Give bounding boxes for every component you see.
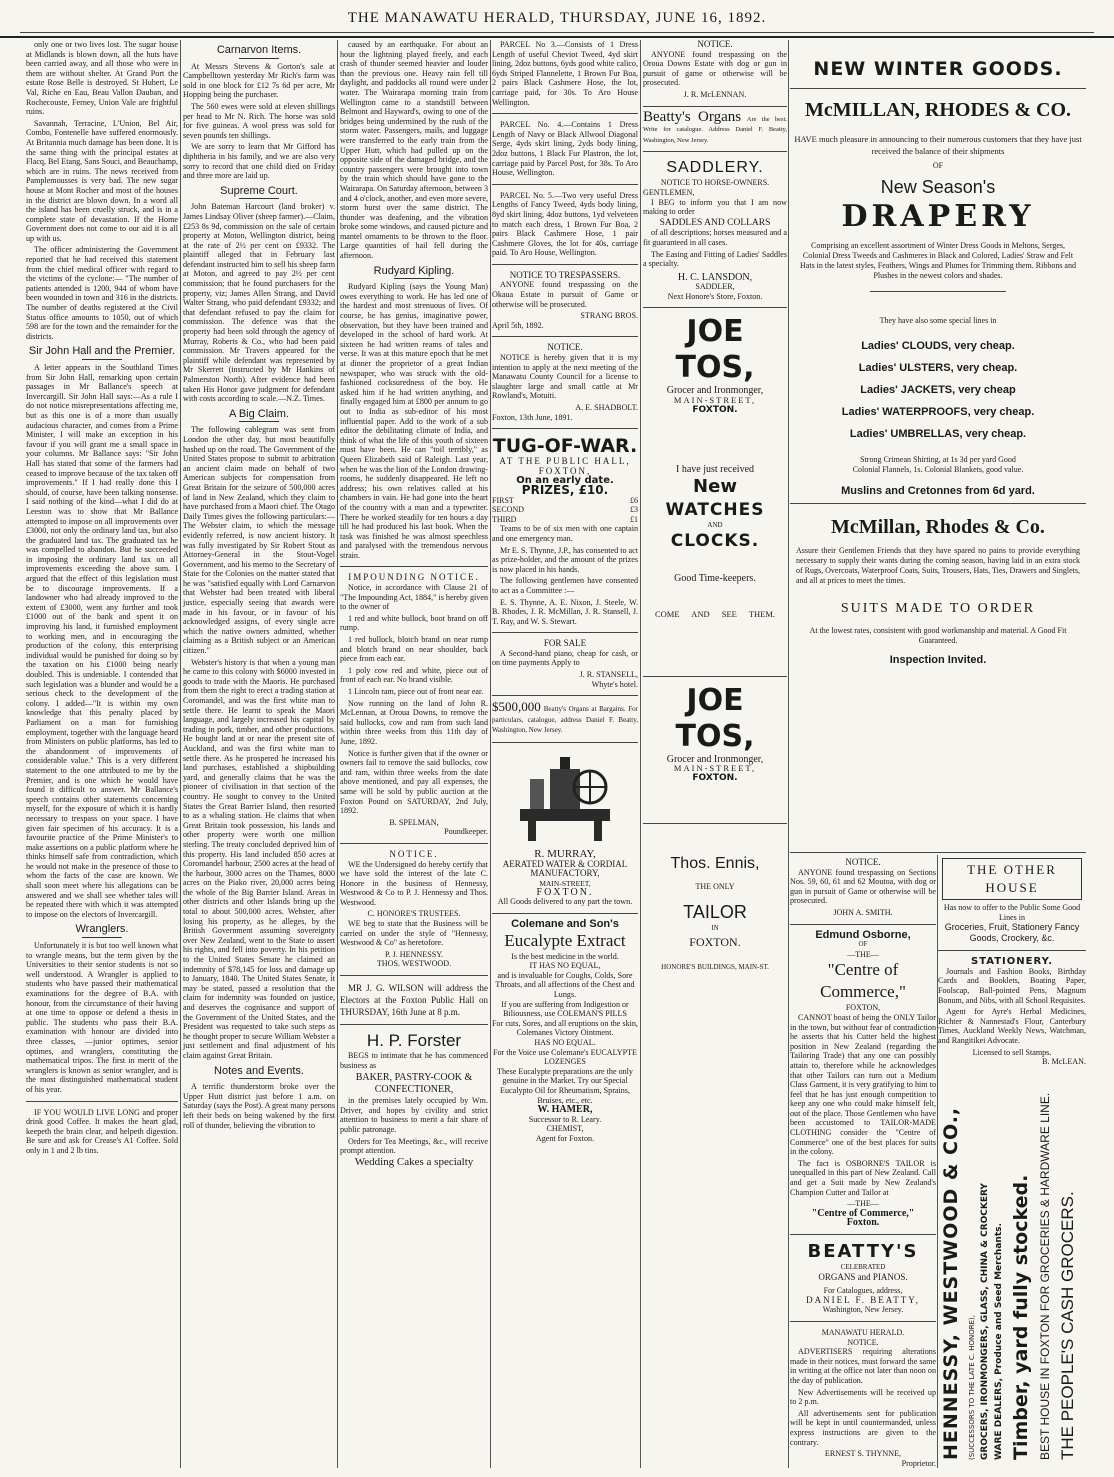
murray-town: FOXTON. [536,886,594,898]
agent-text: Agent for Ayre's Herbal Medicines, Richter & Nannestad's Flour, Canterbury Times, Auckland Weekly News, Watchman, and Rangitikei Advocate. [938,1007,1086,1045]
herald-title: MANAWATU HERALD. [821,1327,905,1337]
saddles-collars: SADDLES AND COLLARS [659,217,771,228]
headline-hall: Sir John Hall and the Premier. [26,347,178,360]
sale-title: FOR SALE [543,638,587,649]
osborne-of: OF [858,940,868,949]
watches-label: WATCHES [665,499,765,520]
prize-place: SECOND [492,505,525,515]
new-winter-goods: NEW WINTER GOODS. [813,58,1063,80]
joe-tos-street: MAIN-STREET, [673,763,757,774]
separator [790,924,936,925]
lansdon-block [643,273,787,302]
notice-paragraph: in the premises lately occupied by Wm. Driver, and hopes by civility and strict attention to business to merit a fair share of public patronage. [340,1096,488,1134]
joe-tos-town: FOXTON. [692,772,738,783]
sale-paragraph: A Second-hand piano, cheap for cash, or on time payments Apply to [492,648,638,668]
headline-wranglers: Wranglers. [26,925,178,938]
hennessy-best: BEST HOUSE IN FOXTON FOR GROCERIES & HARDWARE LINE. [1038,1092,1052,1460]
licensed: Licensed to sell Stamps. [972,1047,1052,1057]
ennis-tailor: TAILOR [683,902,747,922]
hamer-name: W. HAMER, [537,1104,593,1116]
hamer-line: Agent for Foxton. [535,1133,595,1143]
parcel-4: PARCEL No. 4.—Contains 1 Dress Length of Navy or Black Allwool Diagonal Serge, 4yds skirt lining, 2yds body lining, 2doz buttons, 1 Black Fur Plastron, the lot, carriage paid by Parcel Post, for 38s. To Aro House, Wellington. [492,120,638,178]
signature: A. E. SHADBOLT. [575,403,638,412]
ennis-ad [643,854,787,972]
masthead-rule [20,32,1094,33]
separator [643,151,787,152]
saddlery-paragraph: of all descriptions; horses measured and a fit guaranteed in all cases. [643,228,787,247]
inspection: Inspection Invited. [889,653,987,666]
horse-owners: NOTICE TO HORSE-OWNERS. [660,178,770,188]
parcel-5: PARCEL No. 5.—Two very useful Dress Lengths of Fancy Tweed, 4yds body lining, 8yd skirt lining, 4doz buttons, 1yd velveteen to match each dress, 1 Brown Fur Boa, 2 pairs Black Cashmere Hose, 1 pair Cashmere Gloves, the lot for 40s, carriage paid. To Aro House, Wellington. [492,190,638,258]
signature: THOS. WESTWOOD. [376,959,452,969]
spacer [643,415,787,465]
separator [26,1101,178,1102]
wedding-cakes: Wedding Cakes a specialty [354,1155,474,1168]
eucalypte-line: For the Voice use Colemane's EUCALYPTE LOZENGES [493,1047,637,1067]
separator [790,88,1086,89]
osborne-footer [790,1199,936,1228]
impound-item: 1 red and white bullock, boot brand on off rump. [340,613,488,633]
signature: J. R. STANSELL, [579,670,638,680]
signature: P. J. HENNESSY. [384,949,444,959]
signature: STRANG BROS. [580,311,638,321]
date: April 5th, 1892. [492,320,544,330]
centre-of-commerce: "Centre of Commerce," [820,960,906,1002]
stationery-text: Journals and Fashion Books, Birthday Cards and Booklets, Boating Paper, Foolscap, Ball-pointed Pens, Magnum Bonum, and Nibs, with all School Requisites. [938,966,1086,1005]
tug-paragraph: The following gentlemen have consented to act as a Committee :— [492,576,638,595]
saddlery-paragraph: I BEG to inform you that I am now making to order [643,197,787,217]
osborne-foxton: FOXTON, [845,1003,881,1013]
prize-place: FIRST [492,495,514,505]
cheap-line: Ladies' UMBRELLAS, very cheap. [849,428,1027,441]
separator [492,428,638,429]
article-paragraph: only one or two lives lost. The sugar house at Midlands is blown down, all the huts have been carried away, and all those who were in them are without shelter. At Grand Port the estate Rose Belle is destroyed. St Hubert, Le Val, Riche en Eau, Beau Vallon Dauban, and Rochecouste, Ferney, Union Vale are frightful ruins. [26,40,178,117]
murray-trade: AERATED WATER & CORDIAL MANUFACTORY, [502,858,628,879]
notice-paragraph: WE the Undersigned do hereby certify that we have sold the interest of the late C. Honore in the business of Hennessy, Westwood & Co to P. J. Hennessy and Thos. Westwood. [340,859,488,907]
column-3 [340,40,488,1468]
beattys-washington: Washington, New Jersey. [822,1305,904,1315]
trespass-notice: ANYONE found trespassing on the Okaua Estate in pursuit of Game or otherwise will be prosecuted. [492,280,638,309]
notice-title: NOTICE. [547,342,583,353]
eucalypte-line: HAS NO EQUAL. [534,1037,596,1047]
gentlemen: GENTLEMEN, [643,187,695,197]
impound-item: 1 poly cow red and white, piece out of front of each ear. No brand visible. [340,665,488,685]
of-label: OF [932,161,944,170]
other-house-offer: Has now to offer to the Public Some Good Lines in [943,903,1081,922]
hamer-line: CHEMIST, [546,1124,584,1134]
article-paragraph: At Messrs Stevens & Gorton's sale at Campbelltown yesterday Mr Rich's farm was sold in one block for £12 7s 6d per acre, Mr Hopping being the purchaser. [183,61,335,100]
ennis-foxton: FOXTON. [689,934,741,949]
murray-name: R. MURRAY, [534,848,596,861]
hennessy-peoples: THE PEOPLE'S CASH GROCERS. [1058,1191,1077,1460]
column-rule [490,40,491,1468]
osborne-paragraph: CANNOT boast of being the ONLY Tailor in the town, but without fear of contradiction he asserts that his Cutter held the highest position in New Zealand (regarding the Tailoring Trade) that any one can possibly attain to, therefore while he acknowledges that other Tailors can turn out a Medium Class Garment, it is very gratifying to him to feel that he has just enough competition to keep any one who could make himself felt, out of the place. Those Gentlemen who have been accustomed to TAILOR-MADE CLOTHING consider the "Centre of Commerce" one of the best places for suits in the colony. [790,1012,936,1157]
lansdon-name: H. C. LANSDON, [677,271,753,283]
beatty-text: Beatty's Organs at Bargains. For particulars, catalogue, address Daniel F. Beatty, Washington, New Jersey. [492,705,638,735]
signature: C. HONORE'S TRUSTEES. [367,909,461,919]
signature: ERNEST S. THYNNE, [824,1449,902,1459]
beattys-celebrated: CELEBRATED [840,1263,886,1271]
separator [492,264,638,265]
come-see: COME AND SEE THEM. [654,609,776,620]
ennis-in: IN [711,924,719,932]
headline-supreme-court: Supreme Court. [183,187,335,200]
eucalypte-line: and is invaluable for Coughs, Colds, Sore Throats, and all affections of the Chest and Lungs. [495,970,635,999]
advertisers-notice: New Advertisements will be received up to 2 p.m. [790,1387,936,1407]
column-6b [938,858,1086,1067]
saddlery-ad [643,158,787,188]
tug-title: TUG-OF-WAR. [492,435,638,458]
eucalypte-title: Eucalypte Extract [504,930,626,950]
joe-tos-street: MAIN-STREET, [673,395,757,406]
other-house-ad [938,858,1086,967]
tug-of-war-ad [492,435,638,495]
spacer [643,584,787,610]
murray-ad [492,850,638,907]
drapery-title: DRAPERY [841,198,1035,234]
new-label: New [693,475,737,497]
osborne-foxton-2: Foxton. [846,1217,880,1229]
separator [340,1024,488,1025]
stationery-title: STATIONERY. [971,956,1053,968]
prize-place: THIRD [492,514,517,524]
comprising-text: Comprising an excellent assortment of Winter Dress Goods in Meltons, Serges, Colonial Dress Tweeds and Cashmeres in Black and Colored, Ladies' Straw and Felt Hats in the latest styles, Feathers, Wings and Plumes for Trimming them. Ribbons and Plushes in the newest colors and shades. [800,240,1076,280]
other-house-title: THE OTHER HOUSE [942,858,1082,900]
mcmillan-title-2: McMillan, Rhodes & Co. [831,515,1045,538]
special-lines: They have also some special lines in [879,315,997,325]
beatty-organs-title: Beatty's Organs [643,108,742,125]
separator [492,336,638,337]
separator [643,106,787,107]
notice-paragraph: BEGS to intimate that he has commenced business as [340,1051,488,1070]
column-2 [183,40,335,1468]
signature: JOHN A. SMITH. [833,907,893,917]
article-paragraph: A terrific thunderstorm broke over the Upper Hutt district just before 1 a.m. on Saturday (says the Post). A great many persons left their beds on being wakened by the first roll of thunder, believing the vibration to [183,1082,335,1130]
beattys-ad [790,1241,936,1315]
advertisers-notice: ADVERTISERS requiring alterations made in their notices, must forward the same in writing at the office not later than noon on the day of publication. [790,1347,936,1385]
article-paragraph: A letter appears in the Southland Times from Sir John Hall, remarking upon certain passages in Mr Ballance's speech at Invercargill. Sir John Hall says:—As a rule I do not notice misrepresentations affecting me, but as this one is of a more than usually audacious character, and comes from a Prime Minister, I will make an exception in his favour if you will grant me a small space in your columns. Mr Ballance says: "Sir John Hall has stated that some of the farmers had ceased to improve because of the tax taken off improvements." If I had really done this I should, of course, have been talking nonsense. I said nothing of the kind—what I did do at Leeston was to show that Mr Ballance attempted to impose on all improvements over £3000, not only the ordinary land tax, but also the graduated land tax. The graduated tax he was compelled to abandon. But he succeeded in imposing the ordinary land tax on all improvements exceeding the above sum. I argued that the effect of this legislation must be to discourage improvements. If a landowner who had already improved to the extent of £3000, went any further and took £1000 out of the bank and spent it on improving his land, it furnished employment to working men, and in encouraging the production of the colony, this enterprising individual would be punished for doing so by the taxation on his £1000 being nearly doubled. This is undeniable. I contended that such legislation was a blunder and would be a serious check to the development of the colony. I added—"It is within my own knowledge that this penalty placed by Parliament on a man for furnishing employment, together with the language heard from Ministers on public platforms, has led to the abandonment of improvements of considerable value." This is a very different statement to the one attributed to me by the Premier, and is one which he would have found it difficult to answer. Mr Ballance's speech contains other statements concerning myself, for the exposure of which it is hardly necessary to trespass on your space. I have given fair specimen of his accuracy. It is a favourite practice of the Prime Minister's to make assertions on a public platform where he thinks himself safe from contradiction, which he would not make in the presence of those to whom the facts of the case are known. We shall soon meet where his allegations can be answered and we shall see whether tales will be repeated there with which it was attempted to impose on the electors of Invercargill. [26,363,178,919]
article-paragraph: Webster's history is that when a young man he came to this colony with $6000 invested in goods to trade with the Maoris. He purchased from them the right to erect a trading station at Coromandel, and was the first white man to settle there. He learnt to speak the Maori language, and largely increased his capital by trading in pork, timber, and other productions. He bought land at or near the present site of Auckland, and was the first white man to settle there. As he prospered he increased his land purchases, established a shipbuilding yard, and generally claims that he was the pioneer of civilisation in that section of the country. He sought to convey to the United States the Great Barrier Island, then resorted to as a whaling station. He claims that when Great Britain took possession, his lands and other property were worth one million sterling. The treaty concluded deprived him of this property. His land included 850 acres at Coromandel harbour, 2500 acres at the head of the harbour, 3000 acres on the Thames, 8000 acres on the Piako river, 20,000 acres being the whole of the Big Barrier Island. Areas in other districts and other Islands bring up the total to about 500,000 acres. Webster, after losing his property, as he alleges, by the British Government assuming sovereignty over New Zealand, went to the State to assert his rights, and fell into poverty. In his petition to the United States Senate he claimed an indemnity of $78,145 for loss and damage up to January, 1840. The United States Senate, it may be stated, passed a resolution that the claim for indemnity was founded on justice, and deserves the cognisance and support of the Government of the United States, and the President was requested to take such steps as he thought proper to secure William Webster a just settlement and final adjustment of his claim against Great Britain. [183,657,335,1060]
separator [492,113,638,114]
coffee-ad: IF YOU WOULD LIVE LONG and proper drink good Coffee. It makes the heart glad, keepeth the brain clear, and helpeth digestion. Be sure and ask for Crease's A1 Coffee. Sold only in 1 and 2 lb tins. [26,1107,178,1155]
beatty-organs-text: Are the best. Write for catalogue. Address Daniel F. Beatty, Washington, New Jersey. [643,115,787,144]
ennis-address: HONORE'S BUILDINGS, MAIN-ST. [661,963,769,972]
separator [492,742,638,743]
beatty-amount: $500,000 [492,699,541,715]
advertisers-notice: All advertisements sent for publication will be kept in until countermanded, unless express instructions are given to the contrary. [790,1408,936,1447]
cheap-line: Ladies' CLOUDS, very cheap. [861,340,1015,353]
prize-row [492,496,638,506]
separator [790,503,1086,504]
murray-note: All Goods delivered to any part the town. [497,897,633,907]
notice-title: NOTICE. [697,39,733,49]
notice-paragraph: WE beg to state that the Business will be carried on under the style of "Hennessy, Westwood & Co" as heretofore. [340,919,488,948]
eucalypte-line: IT HAS NO EQUAL, [529,961,601,971]
prize-amount: £6 [630,495,638,505]
column-6a [790,858,936,1468]
column-rule [788,40,789,1468]
tug-prizes: PRIZES, £10. [521,482,609,497]
beattys-title: BEATTY'S [807,1241,919,1262]
tug-paragraph: E. S. Thynne, A. E. Nixon, J. Steele, W. B. Rhodes, J. R. McMillan, J. R. Stansell, J. T. Ray, and W. S. Stewart. [492,597,638,626]
joe-tos-trade: Grocer and Ironmonger, [666,753,764,765]
saddlery-paragraph: The Easing and Fitting of Ladies' Saddles a specialty. [643,249,787,269]
lansdon-title: SADDLER, [695,282,735,292]
eucalypte-line: If you are suffering from Indigestion or Biliousness, use COLEMAN'S PILLS [501,999,629,1019]
beatty-ad [492,699,638,736]
beatty-organs-ad [643,108,787,146]
separator [492,632,638,633]
separator [492,184,638,185]
separator [643,307,787,308]
spacer [643,552,787,574]
article-paragraph: Unfortunately it is but too well known what to wrangle means, but the term given by the Universities to their senior students is not so well understood. A Wrangler is applied to students who have passed their mathematical examinations for the degree of B.A. with honour, from the circumstance of their having at one time to oppose or defend a thesis in public. The students who pass their B.A. examination with honour are divided into three classes, —junior optimes, senior optimes, and wranglers, constituting the mathematical tripos. The first in merit of the wranglers is known as senior wrangler, and is the most distinguished mathematical student of his year. [26,941,178,1094]
trespass-notice: ANYONE found trespassing on the Oroua Downs Estate with dog or gun in pursuit of game or otherwise will be prosecuted. [643,49,787,88]
separator [870,291,1006,292]
osborne-the: —THE— [847,949,879,959]
mcmillan-title: McMILLAN, RHODES & CO. [804,99,1072,121]
column-4 [492,40,638,1468]
saddlery-title: SADDLERY. [666,159,764,177]
notice-paragraph: Now running on the land of John R. McLennan, at Oroua Downs, to remove the said bullocks, cow and ram from such land within three weeks from this 11th day of June, 1892. [340,698,488,746]
muslins: Muslins and Cretonnes from 6d yard. [841,485,1035,498]
wilson-notice: MR J. G. WILSON will address the Electors at the Foxton Public Hall on THURSDAY, 16th June at 8 p.m. [340,983,488,1018]
osborne-the: —THE— [847,1199,879,1209]
impound-item: 1 Lincoln ram, piece out of front near ear. [348,687,484,696]
trespassers-title: NOTICE TO TRESPASSERS. [509,269,621,280]
impound-item: 1 red bullock, blotch brand on near rump and blotch brand on near shoulder, back piece from each ear. [340,635,488,664]
article-paragraph: We are sorry to learn that Mr Gifford has diphtheria in his family, and we are also very sorry to record that one child died on Friday and three more are laid up. [183,142,335,181]
article-paragraph: The officer administering the Government reported that he had received this statement from the chief medical officer with regard to the victims of the cyclone:— "The number of patients attended is 1200, 944 of whom have been wounded in town and 316 in the districts. The number of deaths registered at the Civil Status office amounts to 1050, out of which 598 are for the town and the remainder for the districts. [26,245,178,341]
centre-of-commerce-2: "Centre of Commerce," [811,1207,915,1219]
hennessy-successors: (SUCCESSORS TO THE LATE C. HONORE), [968,1315,976,1460]
parcel-3: PARCEL No 3.—Consists of 1 Dress Length of useful Cheviot Tweed, 4yd skirt lining, 2doz buttons, 6yds good white calico, 6yds Striped Flannelette, 1 Brown Fur Boa, 2 pairs Black Cashmere Hose, the lot, carriage paid, for 30s. To Aro House Wellington. [492,40,638,107]
joe-tos-ad [643,314,787,619]
received: I have just received [675,464,755,476]
separator [340,566,488,567]
hennessy-westwood-ad [938,1008,1086,1468]
signature-title: Poundkeeper. [444,827,488,837]
cheap-line: Ladies' WATERPROOFS, very cheap. [841,406,1035,419]
hennessy-title: HENNESSY, WESTWOOD & CO., [940,1106,962,1460]
joe-tos-ad-2 [643,683,787,784]
separator [643,676,787,677]
lowest-rates: At the lowest rates, consistent with good workmanship and material. A Good Fit Guaranteed. [809,625,1067,645]
article-paragraph: The following cablegram was sent from London the other day, but most beautifully hashed up on the road. The Government of the United States propose to submit to arbitration an ancient claim made on behalf of two American subjects for compensation from Great Britain for the seizure of 500,000 acres of land in New Zealand, which they claim to have purchased from a Maori chief. The Otago Daily Times gives the following particulars:—The Webster claim, to which the message evidently referred, is now ancient history. It was fully investigated by Sir Robert Stout as Attorney-General in the Stout-Vogel Government, and his memo to the Secretary of State for the Colonies on the matter stated that he was "satisfied equally with Lord Carnarvon that Webster had been treated with liberal justice, especially seeing that awards were made in his favour, or in favour of his acknowledged assigns, of every single acre which the native owners admitted, whether claiming as a British subject or an American citizen." [183,425,335,656]
column-rule [180,40,181,1468]
mcmillan-rhodes-ad [790,40,1086,852]
notice-paragraph: Notice, in accordance with Clause 21 of "The Impounding Act, 1884," is hereby given to the owner of [340,583,488,612]
notice-title: NOTICE. [847,1337,879,1347]
notice-title: NOTICE. [845,857,881,867]
joe-tos-title: JOE TOS, [675,314,755,386]
time-keepers: Good Time-keepers. [674,573,756,585]
article-paragraph: caused by an earthquake. For about an hour the lightning played freely, and each crash of thunder seemed heavier and louder than the previous one. Heavy rain fell till daylight, and paddocks all round were under water. The Wairarapa morning train from Wellington came to a standstill between Belmont and Hayward's, owing to one of the bridges being undermined by the rush of the storm water. Passengers, mails, and luggage were transferred to the early train from the Upper Hutt, which had pulled up on the opposite side of the damaged bridge, and the country passengers were brought into town by the train which should have gone to the Wairarapa. On Saturday afternoon, between 3 and 4 o'clock, another, and even more severe, storm burst over the same district. The thunder was deafening, and the vibration broke some windows, and caused picture and mantel ornaments to be thrown to the floor. Large quantities of hail fell during the afternoon. [340,40,488,261]
tug-paragraph: Teams to be of six men with one captain and one emergency man. [492,524,638,543]
separator [790,1234,936,1235]
ennis-only: THE ONLY [695,882,735,892]
headline-carnarvon: Carnarvon Items. [183,46,335,59]
forster-title: H. P. Forster [366,1031,462,1051]
eucalypte-ad [492,920,638,1143]
headline-big-claim: A Big Claim. [183,410,335,423]
lansdon-address: Next Honore's Store, Foxton. [667,291,763,301]
separator [938,950,1086,951]
osborne-name: Edmund Osborne, [815,928,911,941]
signature: B. SPELMAN, [389,817,439,827]
hennessy-grocers: GROCERS, IRONMONGERS, GLASS, CHINA & CROCKERY [980,1183,990,1460]
prize-row [492,515,638,525]
joe-tos-title: JOE TOS, [675,682,755,754]
separator [340,843,488,844]
separator [643,823,787,824]
shirting-text: Strong Crimean Shirting, at 1s 3d per yard Good Colonial Flannels, 1s. Colonial Blankets, good value. [852,455,1024,475]
signature: Whyte's hotel. [591,679,638,689]
headline-notes: Notes and Events. [183,1067,335,1080]
clocks-label: CLOCKS. [670,531,760,552]
separator [790,1321,936,1322]
tug-date: On an early date. [516,475,614,487]
column-1 [26,40,178,1468]
beattys-catalogues: For Catalogues, address, [823,1286,903,1296]
notice-paragraph: Orders for Tea Meetings, &c., will receive prompt attention. [340,1136,488,1156]
masthead [0,0,1114,38]
assure-text: Assure their Gentlemen Friends that they have spared no pains to provide everything necessary to supply their wants during the coming season, having laid in an extra stock of Rugs, Overcoats, Waterproof Coats, Suits, Trousers, Hats, Ties, Drawers and Singlets, and all at prices to meet the times. [796,545,1080,585]
beattys-daniel: DANIEL F. BEATTY, [806,1294,920,1305]
date: Foxton, 13th June, 1891. [492,412,573,422]
joe-tos-town: FOXTON. [692,404,738,415]
eucalypte-line: These Eucalypte preparations are the only genuine in the Market. Try our Special Eucalypto Oil for Rheumatism, Sprains, Bruises, etc., etc. [497,1066,633,1105]
coleman-title: Colemane and Son's [511,918,619,930]
prize-amount: £3 [630,505,638,515]
signature-title: Proprietor. [901,1458,936,1468]
signature: J. R. McLENNAN. [683,89,747,99]
other-house-groceries: Groceries, Fruit, Stationery Fancy Goods, Crockery, &c. [944,922,1080,944]
impounding-title: IMPOUNDING NOTICE. [348,572,480,583]
separator [492,913,638,914]
article-paragraph: The 560 ewes were sold at eleven shillings per head to Mr N. Rich. The horse was sold for five guineas. A wool press was sold for seven pounds ten shillings. [183,101,335,140]
cheap-line: Ladies' JACKETS, very cheap [860,384,1016,397]
separator [790,852,1086,853]
murray-street: MAIN-STREET, [539,878,591,888]
hennessy-ware: WARE DEALERS, Produce and Seed Merchants. [994,1223,1004,1460]
column-5 [643,40,787,1468]
masthead-title: THE MANAWATU HERALD, THURSDAY, JUNE 16, 1892. [347,10,767,26]
new-seasons: New Season's [880,176,996,197]
osborne-ad [790,928,936,1013]
article-paragraph: John Bateman Harcourt (land broker) v. James Lindsay Oliver (sheep farmer).—Claim, £253 8s 9d, commission on the sale of certain property at Moton, Wellington district, being at the rate of 2½ per cent on £9332. The plaintiff alleged that in February last defendant instructed him to sell his sheep farm at Moton, and agreed to pay 2½ per cent commission; that he found purchasers for the property, viz; James Allen Strang, and David Walter Strang, who paid defendant £9332; and that defendant refused to pay the claim for commission. The defence was that the property had been sold through the agency of Murray, Roberts & Co., who had been paid commission. Mr Travers appeared for the plaintiff while defendant was represented by Mr Skerrett (instructed by Mr Hankins of Palmerston North). After evidence had been taken His Honor gave judgment for defendant with costs according to scale.—N.Z. Times. [183,202,335,404]
joe-tos-trade: Grocer and Ironmonger, [666,385,764,397]
prize-row [492,505,638,515]
suits-title: SUITS MADE TO ORDER [840,600,1036,616]
hennessy-timber: Timber, yard fully stocked. [1010,1174,1032,1460]
eucalypte-line: For cuts, Sores, and all eruptions on the skin, Colemanes Victory Ointment. [492,1018,638,1038]
bottling-machine-illustration [510,749,620,844]
cheap-line: Ladies' ULSTERS, very cheap. [858,362,1018,375]
separator [492,695,638,696]
pleasure-text: HAVE much pleasure in announcing to their numerous customers that they have just received the balance of their shipments [794,134,1082,156]
signature: B. McLEAN. [1042,1057,1086,1067]
article-paragraph: Rudyard Kipling (says the Young Man) owes everything to work. He has led one of the hardest and most strenuous of lives. Of course, he has genius, imaginative power, observation, but they have been trained and developed in the school of hard work. At sixteen he had written reams of tales and verse. It was at this mature epoch that he met at dinner the proprietor of a great Indian newspaper, who was struck with the old-fashioned cocksuredness of the boy. He asked him if he had written anything, and finally engaged him at £800 per annum to go out to India as sub-editor of his most influential paper. Add to the work of a sub editor the debilitating climate of India, and think of what the life of this youth of sixteen must have been. He can "toil terribly," as Queen Elizabeth said of Raleigh. Last year, when he was the lion of the London drawing-rooms, he suddenly disappeared. He left no address; his own relatives called at his chambers in vain. He had gone into the heart of the country with a man and a typewriter. There he worked steadily for ten hours a day till he had produced his last book. When the task was finished he was almost speechless and paralysed with the tremendous nervous strain. [340,282,488,560]
prize-amount: £1 [630,514,638,524]
headline-kipling: Rudyard Kipling. [340,267,488,280]
tug-venue: AT THE PUBLIC HALL, FOXTON, [499,456,631,476]
article-paragraph: Savannah, Terracine, L'Union, Bel Air, Combo, Fontenelle have suffered enormously. At Britannia much damage has been done. It is the same thing with the principal estates at Flacq, Bel Etang, Sans Souci, and Beauchamp, which are in ruins. The news received from Pamplemousses is very bad. The new sugar house at Mont Rocher and most of the houses in the district are blown down. In a word all the island has been cruelly struck, and is in a complete state of devastation. If the Home Government does not come to our aid it is all up with us. [26,118,178,243]
column-rule [337,40,338,1468]
notice-title: NOTICE. [389,848,439,859]
mcmillan-block [790,56,1086,665]
hamer-line: Successor to R. Leary. [528,1114,602,1124]
baker-title: BAKER, PASTRY-COOK & CONFECTIONER, [355,1072,473,1096]
osborne-paragraph: The fact is OSBORNE'S TAILOR is unequalled in this part of New Zealand. Call and get a Suit made by New Zealand's Champion Cutter and Tailor at [790,1158,936,1197]
separator [340,975,488,976]
column-rule [640,40,641,1468]
slaughter-notice: NOTICE is hereby given that it is my intention to apply at the next meeting of the Manawatu County Council for a license to slaughter large and small cattle at Mr Rowland's, Motuiti. [492,353,638,401]
notice-paragraph: Notice is further given that if the owner or owners fail to remove the said bullocks, cow and ram, within three weeks from the date above mentioned, and pay all expenses, the same will be sold by public auction at the Foxton Pound on SATURDAY, 2nd July, 1892. [340,748,488,816]
beattys-organs: ORGANS and PIANOS. [818,1271,908,1282]
tug-paragraph: Mr E. S. Thynne, J.P., has consented to act as prize-holder, and the amount of the prizes is now placed in his hands. [492,545,638,574]
ennis-name: Thos. Ennis, [670,855,760,873]
and-label: AND [707,520,723,529]
trespass-notice: ANYONE found trespassing on Sections Nos. 59, 60, 61 and 62 Moutoa, with dog or gun in pursuit of Game or otherwise will be prosecuted. [790,867,936,906]
eucalypte-line: Is the best medicine in the world. [511,951,619,961]
